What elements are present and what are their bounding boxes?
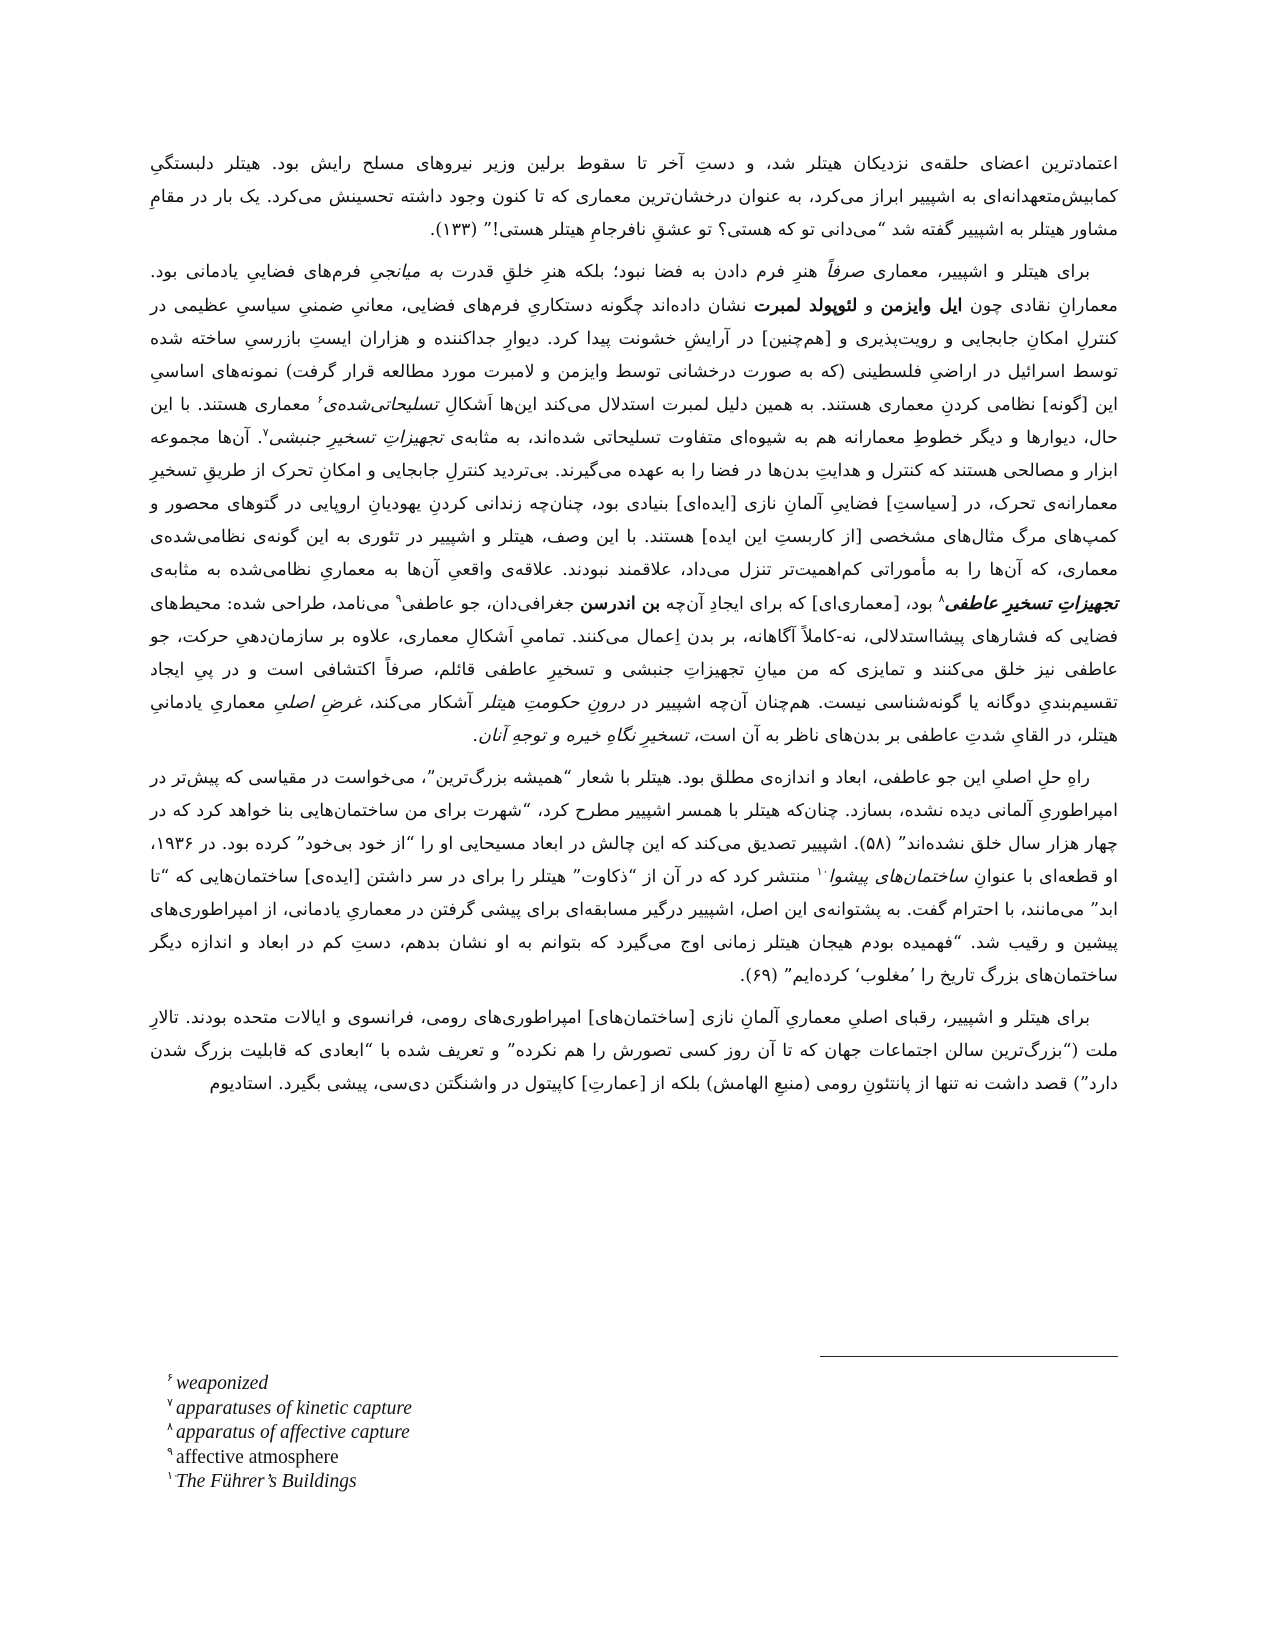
footnotes	[167, 1371, 676, 1495]
text-run: فرم‌های فضاییِ یادمانی بود. معمارانِ نقادی چون	[150, 262, 1118, 316]
emphasis-text: به میانجیِ	[369, 262, 443, 282]
text-run: اعتمادترین اعضای حلقه‌ی نزدیکان هیتلر شد، و دستِ آخر تا سقوط برلین وزیر نیروهای مسلح رایش بود. هیتلر دلبستگیِ کمابیش‌متعهدانه‌ای به اشپییر ابراز می‌کرد، به عنوان درخشان‌ترین معماری که تا کنون وجود داشته تحسینش می‌کرد. یک بار در مقامِ مشاور هیتلر به اشپییر گفته شد “می‌دانی تو که هستی؟ تو عشقِ نافرجامِ هیتلر هستی!” (۱۳۳).	[150, 154, 1118, 240]
text-run: و	[857, 296, 881, 316]
text-run: منتشر کرد که در آن از “ذکاوت” هیتلر را برای در سر داشتن [ایده‌ی] ساختمان‌هایی که “تا ابد” می‌مانند، با احترام گفت. به پشتوانه‌ی این اصل، اشپییر درگیر مسابقه‌ای برای پیشی گرفتن در معماریِ یادمانی، از امپراطوری‌های پیشین و رقیب شد. “فهمیده بودم هیجان هیتلر زمانی اوج می‌گیرد که بتوانم به او نشان بدهم، دستِ کم در ابعاد و اندازه دیگر ساختمان‌های بزرگ تاریخ را ’مغلوب‘ کرده‌ایم” (۶۹).	[150, 867, 1118, 986]
footnote-text: apparatuses of kinetic capture	[176, 1397, 412, 1419]
footnote-number: ۷	[167, 1395, 173, 1409]
text-run: معماریِ یادمانیِ هیتلر، در القایِ شدتِ عاطفی بر بدن‌های ناظر به آن است،	[150, 693, 1118, 746]
footnote	[167, 1469, 676, 1495]
paragraph	[150, 1002, 1118, 1101]
footnote	[167, 1371, 676, 1397]
footnote-ref: ۶	[317, 393, 324, 407]
footnote-ref: ۸	[938, 592, 945, 606]
footnote-ref: ۱۰	[816, 865, 829, 879]
text-run: برای هیتلر و اشپییر، معماری	[864, 262, 1091, 282]
footnote-number: ۹	[167, 1444, 173, 1458]
footnote	[167, 1420, 676, 1446]
text-run: نشان داده‌اند چگونه دستکاریِ فرم‌های فضایی، معانیِ ضمنیِ سیاسیِ عظیمی در کنترلِ امکانِ جابجایی و رویت‌پذیری و [هم‌چنین] در آرایشِ خشونت پیدا کرد. دیوارِ جداکننده و هزاران ایستِ بازرسیِ ساخته شده توسط اسرائیل در اراضیِ فلسطینی (که به صورت درخشانی توسط وایزمن و لامبرت مورد مطالعه قرار گرفت) نمونه‌های اساسیِ این [گونه] نظامی کردنِ معماری هستند. به همین دلیل لمبرت استدلال می‌کند این‌ها اَشکالِ	[150, 296, 1118, 415]
footnote-ref: ۷	[262, 426, 269, 440]
text-run: جغرافی‌دان، جو عاطفی	[401, 594, 581, 614]
text-run: .	[472, 726, 478, 746]
footnote-number: ۱۰	[167, 1469, 179, 1482]
footnote-ref: ۹	[395, 592, 402, 606]
footnote-number: ۸	[167, 1420, 173, 1433]
emphasis-text: درونِ حکومتِ هیتلر	[480, 693, 625, 713]
footnote	[167, 1395, 676, 1422]
emphasis-text: لئوپولد لمبرت	[753, 295, 858, 316]
emphasis-text: تجهیزاتِ تسخیرِ عاطفی	[944, 593, 1118, 614]
text-run: می‌نامد، طراحی شده: محیط‌های فضایی که فشارهای پیشااستدلالی، نه-کاملاً آگاهانه، بر بدن اِعمال می‌کنند. تمامیِ اَشکالِ معماری، علاوه بر سازمان‌دهیِ حرکت، جو عاطفی نیز خلق می‌کنند و تمایزی که من میانِ تجهیزاتِ جنبشی و تسخیرِ عاطفی قائلم، صرفاً اکتشافی است و در پیِ ایجاد تقسیم‌بندیِ دوگانه یا گونه‌شناسی نیست. هم‌چنان آن‌چه اشپییر در	[150, 594, 1119, 713]
text-run: معماری هستند. با این حال، دیوارها و دیگر خطوطِ معمارانه هم به شیوه‌ای متفاوت تسلیحاتی شده‌اند، به مثابه‌ی	[150, 395, 1118, 448]
footnote-separator	[820, 1356, 1118, 1357]
text-run: . آن‌ها مجموعه ابزار و مصالحی هستند که کنترل و هدایتِ بدن‌ها در فضا را به عهده می‌گیرند. بی‌تردید کنترلِ جابجایی و امکانِ تحرک از طریقِ تسخیرِ معمارانه‌ی تحرک، در [سیاستِ] فضاییِ آلمانِ نازی [ایده‌ای] بنیادی بود، چنان‌چه زندانی کردنِ یهودیانِ اروپایی در گتوهای محصور و کمپ‌های مرگ مثال‌های مشخصی [از کاربستِ این ایده] هستند. با این وصف، هیتلر و اشپییر در تئوری به این گونه‌ی نظامی‌شده‌ی معماری، که آن‌ها را به مأموراتی کم‌اهمیت‌تر تنزل می‌داد، علاقمند نبودند. علاقه‌ی واقعیِ آن‌ها به معماریِ نظامی‌شده به مثابه‌ی	[150, 428, 1118, 580]
emphasis-text: ساختمان‌های پیشوا	[828, 867, 968, 887]
text-run: بود، [معماری‌ای] که برای ایجادِ آن‌چه	[660, 594, 939, 614]
footnote-text: The Führer’s Buildings	[176, 1471, 357, 1492]
body-text	[150, 148, 1118, 1110]
emphasis-text: صرفاً	[825, 262, 865, 282]
emphasis-text: بن اندرسن	[580, 593, 661, 614]
text-run: آشکار می‌کند،	[361, 693, 481, 713]
text-run: راهِ حلِ اصلیِ این جو عاطفی، ابعاد و اندازه‌ی مطلق بود. هیتلر با شعار “همیشه بزرگ‌ترین”، می‌خواست در مقیاسی که پیش‌تر در امپراطوریِ آلمانی دیده نشده، بسازد. چنان‌که هیتلر با همسر اشپییر مطرح کرد، “شهرت برای من ساختمان‌هایی بنا خواهد کرد که در چهار هزار سال خلق نشده‌اند” (۵۸). اشپییر تصدیق می‌کند که این چالش در ابعاد مسیحایی او را “از خود بی‌خود” کرده بود. در ۱۹۳۶، او قطعه‌ای با عنوانِ	[150, 768, 1119, 887]
paragraph	[150, 148, 1118, 247]
emphasis-text: تجهیزاتِ تسخیرِ جنبشی	[268, 428, 444, 448]
paragraph	[150, 256, 1118, 753]
emphasis-text: غرضِ اصلیِ	[273, 693, 362, 713]
text-run: برای هیتلر و اشپییر، رقبای اصلیِ معماریِ آلمانِ نازی [ساختمان‌های] امپراطوری‌های رومی، فرانسوی و ایالات متحده بودند. تالارِ ملت (“بزرگ‌ترین سالن اجتماعات جهان که تا آن روز کسی تصورش را هم نکرده” و تعریف شده با “ابعادی که قابلیت بزرگ شدن دارد”) قصد داشت نه تنها از پانتئونِ رومی (منبعِ الهامش) بلکه از [عمارتِ] کاپیتول در واشنگتن دی‌سی، پیشی بگیرد. استادیوم	[150, 1008, 1118, 1094]
emphasis-text: تسلیحاتی‌شده‌ی	[323, 395, 439, 415]
footnote-text: affective atmosphere	[176, 1446, 339, 1468]
footnote-text: weaponized	[176, 1373, 269, 1394]
text-run: هنرِ فرم دادن به فضا نبود؛ بلکه هنرِ خلقِ قدرت	[442, 262, 826, 282]
paragraph	[150, 762, 1118, 993]
footnote	[167, 1444, 676, 1471]
footnote-number: ۶	[167, 1371, 173, 1384]
footnote-text: apparatus of affective capture	[176, 1422, 410, 1443]
emphasis-text: ایل وایزمن	[880, 295, 963, 316]
emphasis-text: تسخیرِ نگاهِ خیره و توجهِ آنان	[477, 726, 689, 746]
